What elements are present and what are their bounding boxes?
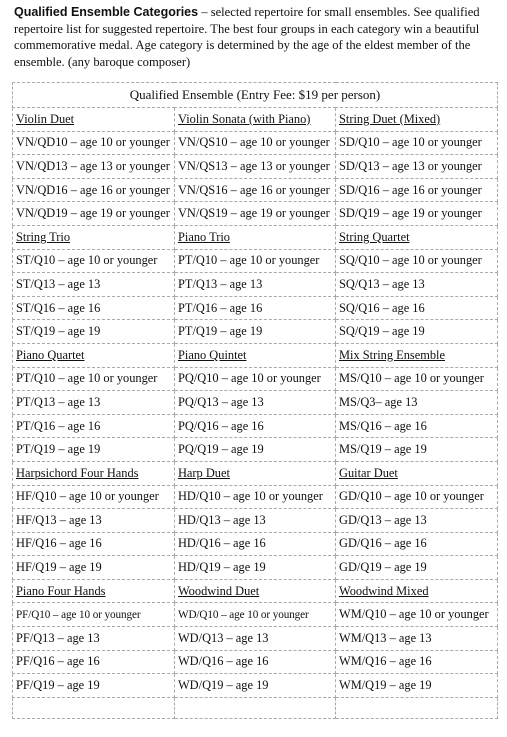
category-code-cell: SD/Q16 – age 16 or younger [336,178,498,202]
table-row [13,273,498,297]
table-title-row [13,83,498,108]
category-code-cell: PQ/Q19 – age 19 [174,438,335,462]
category-code-cell: PT/Q19 – age 19 [13,438,175,462]
category-code-cell: PT/Q19 – age 19 [174,320,335,344]
category-code-cell: PQ/Q13 – age 13 [174,391,335,415]
category-header: Guitar Duet [336,461,498,485]
ensemble-table [12,82,498,719]
table-row [13,438,498,462]
category-header: Harpsichord Four Hands [13,461,175,485]
category-code-cell: VN/QD19 – age 19 or younger [13,202,175,226]
category-code-cell: MS/Q10 – age 10 or younger [336,367,498,391]
category-code-cell: VN/QD13 – age 13 or younger [13,155,175,179]
table-title: Qualified Ensemble (Entry Fee: $19 per person) [13,83,498,108]
category-code-cell: SQ/Q16 – age 16 [336,296,498,320]
category-code-cell: PF/Q16 – age 16 [13,650,175,674]
category-header: Woodwind Duet [174,579,335,603]
category-code-cell: HF/Q13 – age 13 [13,509,175,533]
category-code-cell: SQ/Q19 – age 19 [336,320,498,344]
category-code-cell: GD/Q16 – age 16 [336,532,498,556]
intro-text: – selected repertoire for small ensembles. See qualified repertoire list for suggested repertoire. The best four groups in each category win a beautiful commemorative medal. Age category is determined by the age of the eldest member of the ensemble. (any baroque composer) [14,5,480,69]
table-row [13,509,498,533]
category-header: Mix String Ensemble [336,343,498,367]
table-row [13,603,498,627]
category-code-cell: WM/Q13 – age 13 [336,627,498,651]
category-code-cell: WD/Q16 – age 16 [174,650,335,674]
category-code-cell: SD/Q13 – age 13 or younger [336,155,498,179]
table-row [13,131,498,155]
category-header: Piano Four Hands [13,579,175,603]
category-header: Violin Sonata (with Piano) [174,108,335,132]
category-header: String Quartet [336,225,498,249]
category-header: Violin Duet [13,108,175,132]
category-code-cell: SQ/Q10 – age 10 or younger [336,249,498,273]
intro-paragraph [14,4,496,70]
category-code-cell: GD/Q13 – age 13 [336,509,498,533]
table-row [13,391,498,415]
category-header-row [13,579,498,603]
table-row [13,485,498,509]
category-code-cell: PT/Q13 – age 13 [174,273,335,297]
category-code-cell: VN/QS16 – age 16 or younger [174,178,335,202]
category-header: String Duet (Mixed) [336,108,498,132]
category-code-cell: PF/Q13 – age 13 [13,627,175,651]
category-code-cell: MS/Q3– age 13 [336,391,498,415]
empty-row [13,697,498,718]
category-code-cell: HD/Q13 – age 13 [174,509,335,533]
empty-cell [336,697,498,718]
category-code-cell: PT/Q13 – age 13 [13,391,175,415]
table-row [13,650,498,674]
category-code-cell: MS/Q19 – age 19 [336,438,498,462]
category-code-cell: SQ/Q13 – age 13 [336,273,498,297]
empty-cell [13,697,175,718]
category-header-row [13,225,498,249]
category-code-cell: PT/Q16 – age 16 [13,414,175,438]
category-header: Piano Quartet [13,343,175,367]
category-code-cell: GD/Q19 – age 19 [336,556,498,580]
table-row [13,249,498,273]
category-code-cell: ST/Q10 – age 10 or younger [13,249,175,273]
category-code-cell: WD/Q19 – age 19 [174,674,335,698]
category-code-cell: GD/Q10 – age 10 or younger [336,485,498,509]
category-header-row [13,461,498,485]
category-code-cell: VN/QS19 – age 19 or younger [174,202,335,226]
category-code-cell: WD/Q13 – age 13 [174,627,335,651]
table-row [13,202,498,226]
category-code-cell: PT/Q16 – age 16 [174,296,335,320]
category-header: Piano Quintet [174,343,335,367]
table-row [13,556,498,580]
table-row [13,627,498,651]
category-code-cell: HD/Q10 – age 10 or younger [174,485,335,509]
category-header: Piano Trio [174,225,335,249]
category-code-cell: VN/QS10 – age 10 or younger [174,131,335,155]
table-row [13,155,498,179]
table-row [13,296,498,320]
category-code-cell: ST/Q19 – age 19 [13,320,175,344]
category-code-cell: WD/Q10 – age 10 or younger [174,603,335,627]
empty-cell [174,697,335,718]
category-header-row [13,108,498,132]
category-code-cell: HF/Q10 – age 10 or younger [13,485,175,509]
category-code-cell: WM/Q19 – age 19 [336,674,498,698]
category-code-cell: VN/QD10 – age 10 or younger [13,131,175,155]
category-code-cell: WM/Q10 – age 10 or younger [336,603,498,627]
category-header: Harp Duet [174,461,335,485]
category-code-cell: HD/Q19 – age 19 [174,556,335,580]
table-row [13,532,498,556]
intro-bold-title: Qualified Ensemble Categories [14,5,199,19]
category-code-cell: VN/QS13 – age 13 or younger [174,155,335,179]
category-code-cell: SD/Q19 – age 19 or younger [336,202,498,226]
category-code-cell: VN/QD16 – age 16 or younger [13,178,175,202]
table-row [13,367,498,391]
category-header: String Trio [13,225,175,249]
table-row [13,414,498,438]
category-code-cell: HD/Q16 – age 16 [174,532,335,556]
category-code-cell: PF/Q19 – age 19 [13,674,175,698]
category-code-cell: PT/Q10 – age 10 or younger [174,249,335,273]
category-code-cell: ST/Q16 – age 16 [13,296,175,320]
table-row [13,320,498,344]
category-code-cell: SD/Q10 – age 10 or younger [336,131,498,155]
category-code-cell: PQ/Q10 – age 10 or younger [174,367,335,391]
category-header-row [13,343,498,367]
category-code-cell: ST/Q13 – age 13 [13,273,175,297]
table-row [13,674,498,698]
category-code-cell: PQ/Q16 – age 16 [174,414,335,438]
category-code-cell: WM/Q16 – age 16 [336,650,498,674]
category-code-cell: PF/Q10 – age 10 or younger [13,603,175,627]
category-code-cell: PT/Q10 – age 10 or younger [13,367,175,391]
table-row [13,178,498,202]
category-code-cell: HF/Q19 – age 19 [13,556,175,580]
category-code-cell: HF/Q16 – age 16 [13,532,175,556]
category-header: Woodwind Mixed [336,579,498,603]
category-code-cell: MS/Q16 – age 16 [336,414,498,438]
